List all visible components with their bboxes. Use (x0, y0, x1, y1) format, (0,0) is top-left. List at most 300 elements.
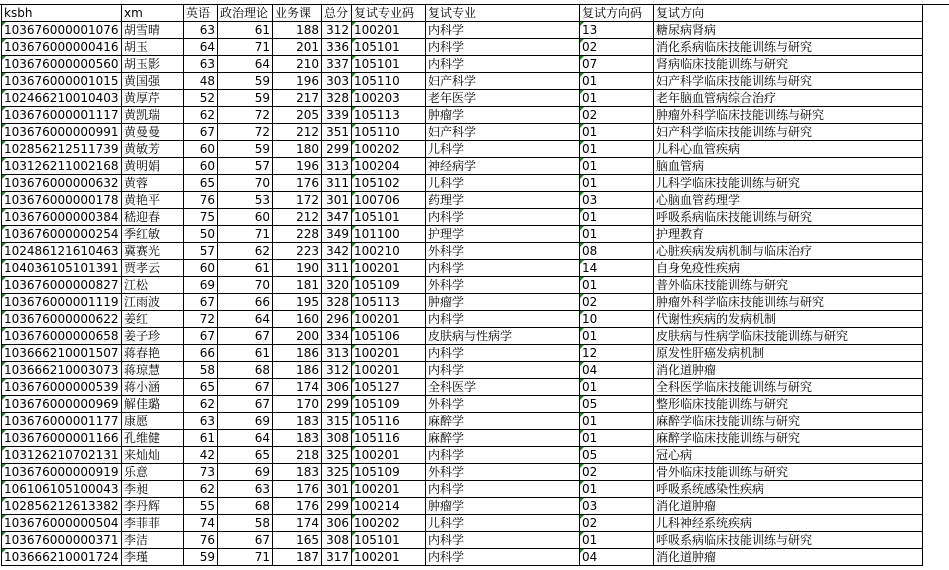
cell-ksbh[interactable]: 103676000000658 (2, 328, 122, 345)
cell-politics[interactable]: 64 (218, 311, 273, 328)
cell-direction-code[interactable]: 03 (580, 192, 654, 209)
cell-direction-code[interactable]: 04 (580, 549, 654, 566)
cell-major[interactable]: 外科学 (426, 243, 580, 260)
cell-major-code[interactable]: 100202 (352, 141, 426, 158)
cell-major-code[interactable]: 100201 (352, 549, 426, 566)
cell-direction[interactable]: 肿瘤外科学临床技能训练与研究 (654, 107, 923, 124)
cell-total[interactable]: 312 (322, 22, 352, 39)
cell-politics[interactable]: 67 (218, 379, 273, 396)
cell-politics[interactable]: 67 (218, 328, 273, 345)
cell-direction[interactable]: 骨外临床技能训练与研究 (654, 464, 923, 481)
cell-direction[interactable]: 儿科心血管疾病 (654, 141, 923, 158)
cell-ksbh[interactable]: 106106105100043 (2, 481, 122, 498)
cell-ksbh[interactable]: 103666210001724 (2, 549, 122, 566)
cell-direction-code[interactable]: 01 (580, 141, 654, 158)
cell-politics[interactable]: 67 (218, 396, 273, 413)
cell-major-course[interactable]: 190 (273, 260, 322, 277)
cell-direction-code[interactable]: 01 (580, 175, 654, 192)
cell-major-course[interactable]: 212 (273, 124, 322, 141)
cell-direction-code[interactable]: 01 (580, 124, 654, 141)
cell-english[interactable]: 67 (184, 294, 218, 311)
cell-politics[interactable]: 62 (218, 243, 273, 260)
cell-total[interactable]: 299 (322, 141, 352, 158)
cell-direction-code[interactable]: 01 (580, 413, 654, 430)
cell-xm[interactable]: 嵇迎春 (122, 209, 184, 226)
cell-direction-code[interactable]: 01 (580, 209, 654, 226)
cell-direction[interactable]: 糖尿病肾病 (654, 22, 923, 39)
cell-major[interactable]: 内科学 (426, 39, 580, 56)
cell-total[interactable]: 312 (322, 362, 352, 379)
cell-english[interactable]: 75 (184, 209, 218, 226)
cell-major-code[interactable]: 105113 (352, 107, 426, 124)
cell-major[interactable]: 药理学 (426, 192, 580, 209)
cell-direction[interactable]: 消化系病临床技能训练与研究 (654, 39, 923, 56)
cell-politics[interactable]: 60 (218, 209, 273, 226)
cell-total[interactable]: 308 (322, 430, 352, 447)
cell-major[interactable]: 内科学 (426, 549, 580, 566)
cell-english[interactable]: 55 (184, 498, 218, 515)
cell-direction[interactable]: 护理教育 (654, 226, 923, 243)
cell-major-code[interactable]: 100214 (352, 498, 426, 515)
cell-english[interactable]: 76 (184, 532, 218, 549)
cell-direction-code[interactable]: 14 (580, 260, 654, 277)
cell-english[interactable]: 63 (184, 413, 218, 430)
cell-direction[interactable]: 肿瘤外科学临床技能训练与研究 (654, 294, 923, 311)
header-cell-major[interactable]: 复试专业 (426, 5, 580, 22)
cell-major-course[interactable]: 176 (273, 481, 322, 498)
cell-english[interactable]: 50 (184, 226, 218, 243)
cell-ksbh[interactable]: 103676000001015 (2, 73, 122, 90)
cell-major-course[interactable]: 176 (273, 175, 322, 192)
cell-direction[interactable]: 妇产科学临床技能训练与研究 (654, 73, 923, 90)
cell-major-code[interactable]: 100203 (352, 90, 426, 107)
cell-english[interactable]: 69 (184, 277, 218, 294)
cell-major-code[interactable]: 105110 (352, 73, 426, 90)
cell-politics[interactable]: 66 (218, 294, 273, 311)
cell-major[interactable]: 皮肤病与性病学 (426, 328, 580, 345)
cell-major[interactable]: 全科医学 (426, 379, 580, 396)
cell-major-course[interactable]: 183 (273, 413, 322, 430)
cell-english[interactable]: 67 (184, 328, 218, 345)
cell-major-course[interactable]: 172 (273, 192, 322, 209)
cell-ksbh[interactable]: 103676000000416 (2, 39, 122, 56)
cell-total[interactable]: 299 (322, 396, 352, 413)
cell-total[interactable]: 334 (322, 328, 352, 345)
cell-politics[interactable]: 71 (218, 549, 273, 566)
cell-major-code[interactable]: 101100 (352, 226, 426, 243)
cell-politics[interactable]: 59 (218, 141, 273, 158)
cell-english[interactable]: 61 (184, 430, 218, 447)
cell-direction-code[interactable]: 02 (580, 107, 654, 124)
cell-major-course[interactable]: 196 (273, 73, 322, 90)
cell-major-course[interactable]: 217 (273, 90, 322, 107)
cell-major[interactable]: 内科学 (426, 209, 580, 226)
cell-ksbh[interactable]: 103676000000254 (2, 226, 122, 243)
cell-xm[interactable]: 李丹辉 (122, 498, 184, 515)
cell-total[interactable]: 328 (322, 294, 352, 311)
cell-major-code[interactable]: 100210 (352, 243, 426, 260)
cell-direction[interactable]: 消化道肿瘤 (654, 362, 923, 379)
cell-direction[interactable]: 原发性肝癌发病机制 (654, 345, 923, 362)
cell-direction[interactable]: 脑血管病 (654, 158, 923, 175)
cell-english[interactable]: 60 (184, 158, 218, 175)
cell-major-course[interactable]: 201 (273, 39, 322, 56)
cell-politics[interactable]: 64 (218, 430, 273, 447)
cell-direction-code[interactable]: 07 (580, 56, 654, 73)
header-cell-english[interactable]: 英语 (184, 5, 218, 22)
cell-politics[interactable]: 64 (218, 56, 273, 73)
cell-major-code[interactable]: 105106 (352, 328, 426, 345)
cell-major-course[interactable]: 165 (273, 532, 322, 549)
cell-politics[interactable]: 72 (218, 107, 273, 124)
cell-major[interactable]: 肿瘤学 (426, 107, 580, 124)
cell-major[interactable]: 内科学 (426, 56, 580, 73)
cell-major[interactable]: 内科学 (426, 532, 580, 549)
cell-politics[interactable]: 61 (218, 22, 273, 39)
cell-politics[interactable]: 68 (218, 362, 273, 379)
cell-xm[interactable]: 胡玉 (122, 39, 184, 56)
cell-total[interactable]: 296 (322, 311, 352, 328)
cell-xm[interactable]: 乐意 (122, 464, 184, 481)
cell-ksbh[interactable]: 103676000000371 (2, 532, 122, 549)
cell-english[interactable]: 52 (184, 90, 218, 107)
cell-english[interactable]: 42 (184, 447, 218, 464)
cell-major-code[interactable]: 105116 (352, 413, 426, 430)
header-cell-major-code[interactable]: 复试专业码 (352, 5, 426, 22)
cell-total[interactable]: 337 (322, 56, 352, 73)
cell-direction[interactable]: 整形临床技能训练与研究 (654, 396, 923, 413)
cell-ksbh[interactable]: 103676000000384 (2, 209, 122, 226)
cell-total[interactable]: 347 (322, 209, 352, 226)
cell-total[interactable]: 313 (322, 345, 352, 362)
cell-xm[interactable]: 黄艳平 (122, 192, 184, 209)
cell-xm[interactable]: 黄凯瑞 (122, 107, 184, 124)
cell-ksbh[interactable]: 103676000000827 (2, 277, 122, 294)
cell-major[interactable]: 外科学 (426, 277, 580, 294)
cell-ksbh[interactable]: 102856212511739 (2, 141, 122, 158)
cell-direction-code[interactable]: 12 (580, 345, 654, 362)
cell-ksbh[interactable]: 103126210702131 (2, 447, 122, 464)
cell-major-code[interactable]: 105101 (352, 56, 426, 73)
cell-direction[interactable]: 代谢性疾病的发病机制 (654, 311, 923, 328)
header-cell-direction-code[interactable]: 复试方向码 (580, 5, 654, 22)
cell-major-code[interactable]: 105109 (352, 464, 426, 481)
cell-major-course[interactable]: 170 (273, 396, 322, 413)
cell-major[interactable]: 内科学 (426, 311, 580, 328)
cell-politics[interactable]: 61 (218, 260, 273, 277)
cell-politics[interactable]: 58 (218, 515, 273, 532)
cell-major-code[interactable]: 105101 (352, 532, 426, 549)
cell-major-course[interactable]: 176 (273, 498, 322, 515)
cell-major-code[interactable]: 100201 (352, 447, 426, 464)
cell-xm[interactable]: 康愿 (122, 413, 184, 430)
cell-xm[interactable]: 来灿灿 (122, 447, 184, 464)
cell-politics[interactable]: 71 (218, 39, 273, 56)
cell-direction-code[interactable]: 01 (580, 430, 654, 447)
cell-total[interactable]: 301 (322, 192, 352, 209)
cell-english[interactable]: 63 (184, 56, 218, 73)
cell-major-course[interactable]: 181 (273, 277, 322, 294)
header-cell-direction[interactable]: 复试方向 (654, 5, 923, 22)
cell-ksbh[interactable]: 103676000000622 (2, 311, 122, 328)
cell-direction[interactable]: 冠心病 (654, 447, 923, 464)
cell-total[interactable]: 336 (322, 39, 352, 56)
cell-major[interactable]: 护理学 (426, 226, 580, 243)
cell-major[interactable]: 肿瘤学 (426, 498, 580, 515)
cell-ksbh[interactable]: 103676000001076 (2, 22, 122, 39)
cell-politics[interactable]: 59 (218, 90, 273, 107)
cell-major-code[interactable]: 100202 (352, 515, 426, 532)
cell-direction-code[interactable]: 01 (580, 90, 654, 107)
cell-politics[interactable]: 57 (218, 158, 273, 175)
cell-politics[interactable]: 72 (218, 124, 273, 141)
cell-total[interactable]: 306 (322, 379, 352, 396)
cell-major-code[interactable]: 105113 (352, 294, 426, 311)
cell-ksbh[interactable]: 103676000001166 (2, 430, 122, 447)
cell-major-course[interactable]: 186 (273, 345, 322, 362)
cell-ksbh[interactable]: 104036105101391 (2, 260, 122, 277)
cell-direction-code[interactable]: 02 (580, 515, 654, 532)
cell-ksbh[interactable]: 102466210010403 (2, 90, 122, 107)
cell-direction-code[interactable]: 08 (580, 243, 654, 260)
cell-direction[interactable]: 心脑血管药理学 (654, 192, 923, 209)
cell-politics[interactable]: 68 (218, 498, 273, 515)
cell-english[interactable]: 72 (184, 311, 218, 328)
cell-major-code[interactable]: 100201 (352, 345, 426, 362)
cell-direction-code[interactable]: 05 (580, 396, 654, 413)
cell-major[interactable]: 外科学 (426, 396, 580, 413)
cell-direction[interactable]: 普外临床技能训练与研究 (654, 277, 923, 294)
cell-english[interactable]: 76 (184, 192, 218, 209)
cell-major-code[interactable]: 100706 (352, 192, 426, 209)
cell-direction-code[interactable]: 01 (580, 328, 654, 345)
cell-ksbh[interactable]: 103676000000632 (2, 175, 122, 192)
cell-major-code[interactable]: 105101 (352, 209, 426, 226)
cell-english[interactable]: 74 (184, 515, 218, 532)
cell-total[interactable]: 311 (322, 175, 352, 192)
cell-major-course[interactable]: 188 (273, 22, 322, 39)
cell-total[interactable]: 320 (322, 277, 352, 294)
cell-direction-code[interactable]: 02 (580, 294, 654, 311)
cell-direction[interactable]: 肾病临床技能训练与研究 (654, 56, 923, 73)
cell-xm[interactable]: 黄厚芹 (122, 90, 184, 107)
cell-ksbh[interactable]: 103676000001177 (2, 413, 122, 430)
cell-direction-code[interactable]: 01 (580, 277, 654, 294)
cell-major[interactable]: 妇产科学 (426, 73, 580, 90)
cell-politics[interactable]: 69 (218, 413, 273, 430)
cell-major-code[interactable]: 105116 (352, 430, 426, 447)
cell-major-course[interactable]: 228 (273, 226, 322, 243)
cell-direction[interactable]: 儿科神经系统疾病 (654, 515, 923, 532)
cell-major-code[interactable]: 105101 (352, 39, 426, 56)
cell-direction[interactable]: 呼吸系病临床技能训练与研究 (654, 532, 923, 549)
cell-major-code[interactable]: 100201 (352, 260, 426, 277)
cell-total[interactable]: 315 (322, 413, 352, 430)
cell-xm[interactable]: 蒋小涵 (122, 379, 184, 396)
cell-major-code[interactable]: 105110 (352, 124, 426, 141)
cell-politics[interactable]: 53 (218, 192, 273, 209)
cell-major-course[interactable]: 180 (273, 141, 322, 158)
cell-major[interactable]: 麻醉学 (426, 413, 580, 430)
header-cell-politics[interactable]: 政治理论 (218, 5, 273, 22)
cell-english[interactable]: 60 (184, 260, 218, 277)
cell-major-course[interactable]: 212 (273, 209, 322, 226)
cell-english[interactable]: 73 (184, 464, 218, 481)
header-cell-ksbh[interactable]: ksbh (2, 5, 122, 22)
cell-english[interactable]: 65 (184, 175, 218, 192)
cell-politics[interactable]: 71 (218, 226, 273, 243)
cell-politics[interactable]: 59 (218, 73, 273, 90)
cell-ksbh[interactable]: 103676000000504 (2, 515, 122, 532)
cell-xm[interactable]: 江雨波 (122, 294, 184, 311)
cell-xm[interactable]: 姜子珍 (122, 328, 184, 345)
cell-major[interactable]: 内科学 (426, 260, 580, 277)
cell-xm[interactable]: 李菲菲 (122, 515, 184, 532)
cell-direction[interactable]: 皮肤病与性病学临床技能训练与研究 (654, 328, 923, 345)
cell-direction-code[interactable]: 02 (580, 39, 654, 56)
cell-major[interactable]: 神经病学 (426, 158, 580, 175)
cell-direction[interactable]: 心脏疾病发病机制与临床治疗 (654, 243, 923, 260)
cell-ksbh[interactable]: 103676000000178 (2, 192, 122, 209)
cell-xm[interactable]: 黄敏芳 (122, 141, 184, 158)
cell-politics[interactable]: 70 (218, 277, 273, 294)
cell-direction[interactable]: 麻醉学临床技能训练与研究 (654, 413, 923, 430)
cell-xm[interactable]: 胡雪晴 (122, 22, 184, 39)
cell-ksbh[interactable]: 103676000001117 (2, 107, 122, 124)
cell-total[interactable]: 325 (322, 464, 352, 481)
cell-major[interactable]: 内科学 (426, 345, 580, 362)
cell-major[interactable]: 妇产科学 (426, 124, 580, 141)
cell-xm[interactable]: 江松 (122, 277, 184, 294)
cell-major[interactable]: 内科学 (426, 481, 580, 498)
cell-english[interactable]: 48 (184, 73, 218, 90)
cell-ksbh[interactable]: 103676000000539 (2, 379, 122, 396)
cell-xm[interactable]: 黄国强 (122, 73, 184, 90)
cell-direction-code[interactable]: 03 (580, 498, 654, 515)
cell-major-course[interactable]: 223 (273, 243, 322, 260)
cell-major-course[interactable]: 160 (273, 311, 322, 328)
cell-xm[interactable]: 李洁 (122, 532, 184, 549)
cell-total[interactable]: 351 (322, 124, 352, 141)
cell-ksbh[interactable]: 103676000000991 (2, 124, 122, 141)
cell-ksbh[interactable]: 102486121610463 (2, 243, 122, 260)
cell-direction[interactable]: 全科医学临床技能训练与研究 (654, 379, 923, 396)
cell-major-code[interactable]: 100201 (352, 362, 426, 379)
cell-english[interactable]: 62 (184, 481, 218, 498)
cell-major[interactable]: 内科学 (426, 362, 580, 379)
cell-major-course[interactable]: 174 (273, 515, 322, 532)
cell-major-course[interactable]: 174 (273, 379, 322, 396)
cell-english[interactable]: 59 (184, 549, 218, 566)
header-cell-total[interactable]: 总分 (322, 5, 352, 22)
cell-major-course[interactable]: 210 (273, 56, 322, 73)
cell-total[interactable]: 349 (322, 226, 352, 243)
cell-major-code[interactable]: 105109 (352, 396, 426, 413)
cell-english[interactable]: 67 (184, 124, 218, 141)
cell-english[interactable]: 62 (184, 396, 218, 413)
cell-total[interactable]: 313 (322, 158, 352, 175)
cell-direction[interactable]: 消化道肿瘤 (654, 498, 923, 515)
cell-total[interactable]: 339 (322, 107, 352, 124)
cell-direction-code[interactable]: 05 (580, 447, 654, 464)
cell-xm[interactable]: 姜红 (122, 311, 184, 328)
cell-major-course[interactable]: 195 (273, 294, 322, 311)
cell-major-course[interactable]: 218 (273, 447, 322, 464)
cell-english[interactable]: 65 (184, 379, 218, 396)
cell-ksbh[interactable]: 103666210003073 (2, 362, 122, 379)
cell-major[interactable]: 内科学 (426, 447, 580, 464)
cell-english[interactable]: 62 (184, 107, 218, 124)
cell-total[interactable]: 342 (322, 243, 352, 260)
cell-xm[interactable]: 解佳璐 (122, 396, 184, 413)
cell-ksbh[interactable]: 103126211002168 (2, 158, 122, 175)
cell-english[interactable]: 63 (184, 22, 218, 39)
cell-politics[interactable]: 61 (218, 345, 273, 362)
cell-major-course[interactable]: 186 (273, 362, 322, 379)
cell-direction[interactable]: 麻醉学临床技能训练与研究 (654, 430, 923, 447)
cell-direction[interactable]: 呼吸系统感染性疾病 (654, 481, 923, 498)
cell-major[interactable]: 儿科学 (426, 175, 580, 192)
cell-total[interactable]: 311 (322, 260, 352, 277)
cell-major-course[interactable]: 183 (273, 464, 322, 481)
cell-english[interactable]: 66 (184, 345, 218, 362)
cell-xm[interactable]: 蒋琼慧 (122, 362, 184, 379)
cell-xm[interactable]: 季红敏 (122, 226, 184, 243)
cell-major-course[interactable]: 205 (273, 107, 322, 124)
cell-direction[interactable]: 呼吸系病临床技能训练与研究 (654, 209, 923, 226)
cell-direction-code[interactable]: 01 (580, 158, 654, 175)
cell-ksbh[interactable]: 103676000001119 (2, 294, 122, 311)
cell-total[interactable]: 328 (322, 90, 352, 107)
cell-direction[interactable]: 老年脑血管病综合治疗 (654, 90, 923, 107)
cell-major-code[interactable]: 105102 (352, 175, 426, 192)
cell-politics[interactable]: 67 (218, 532, 273, 549)
cell-total[interactable]: 325 (322, 447, 352, 464)
cell-direction[interactable]: 妇产科学临床技能训练与研究 (654, 124, 923, 141)
cell-direction-code[interactable]: 01 (580, 481, 654, 498)
cell-total[interactable]: 317 (322, 549, 352, 566)
cell-major-code[interactable]: 105109 (352, 277, 426, 294)
cell-major[interactable]: 儿科学 (426, 141, 580, 158)
cell-major-code[interactable]: 100201 (352, 311, 426, 328)
cell-xm[interactable]: 李瑾 (122, 549, 184, 566)
cell-xm[interactable]: 冀赛光 (122, 243, 184, 260)
cell-direction-code[interactable]: 01 (580, 532, 654, 549)
cell-ksbh[interactable]: 103676000000560 (2, 56, 122, 73)
cell-major-course[interactable]: 196 (273, 158, 322, 175)
cell-xm[interactable]: 孔维健 (122, 430, 184, 447)
cell-politics[interactable]: 65 (218, 447, 273, 464)
cell-total[interactable]: 301 (322, 481, 352, 498)
cell-direction-code[interactable]: 04 (580, 362, 654, 379)
cell-major-course[interactable]: 183 (273, 430, 322, 447)
cell-total[interactable]: 308 (322, 532, 352, 549)
cell-english[interactable]: 60 (184, 141, 218, 158)
cell-major[interactable]: 麻醉学 (426, 430, 580, 447)
cell-english[interactable]: 57 (184, 243, 218, 260)
cell-total[interactable]: 306 (322, 515, 352, 532)
cell-direction[interactable]: 自身免疫性疾病 (654, 260, 923, 277)
cell-direction[interactable]: 消化道肿瘤 (654, 549, 923, 566)
cell-major-course[interactable]: 187 (273, 549, 322, 566)
cell-major[interactable]: 老年医学 (426, 90, 580, 107)
cell-ksbh[interactable]: 102856212613382 (2, 498, 122, 515)
cell-direction-code[interactable]: 01 (580, 226, 654, 243)
cell-xm[interactable]: 黄明娟 (122, 158, 184, 175)
cell-total[interactable]: 303 (322, 73, 352, 90)
cell-direction-code[interactable]: 02 (580, 464, 654, 481)
cell-direction-code[interactable]: 01 (580, 379, 654, 396)
